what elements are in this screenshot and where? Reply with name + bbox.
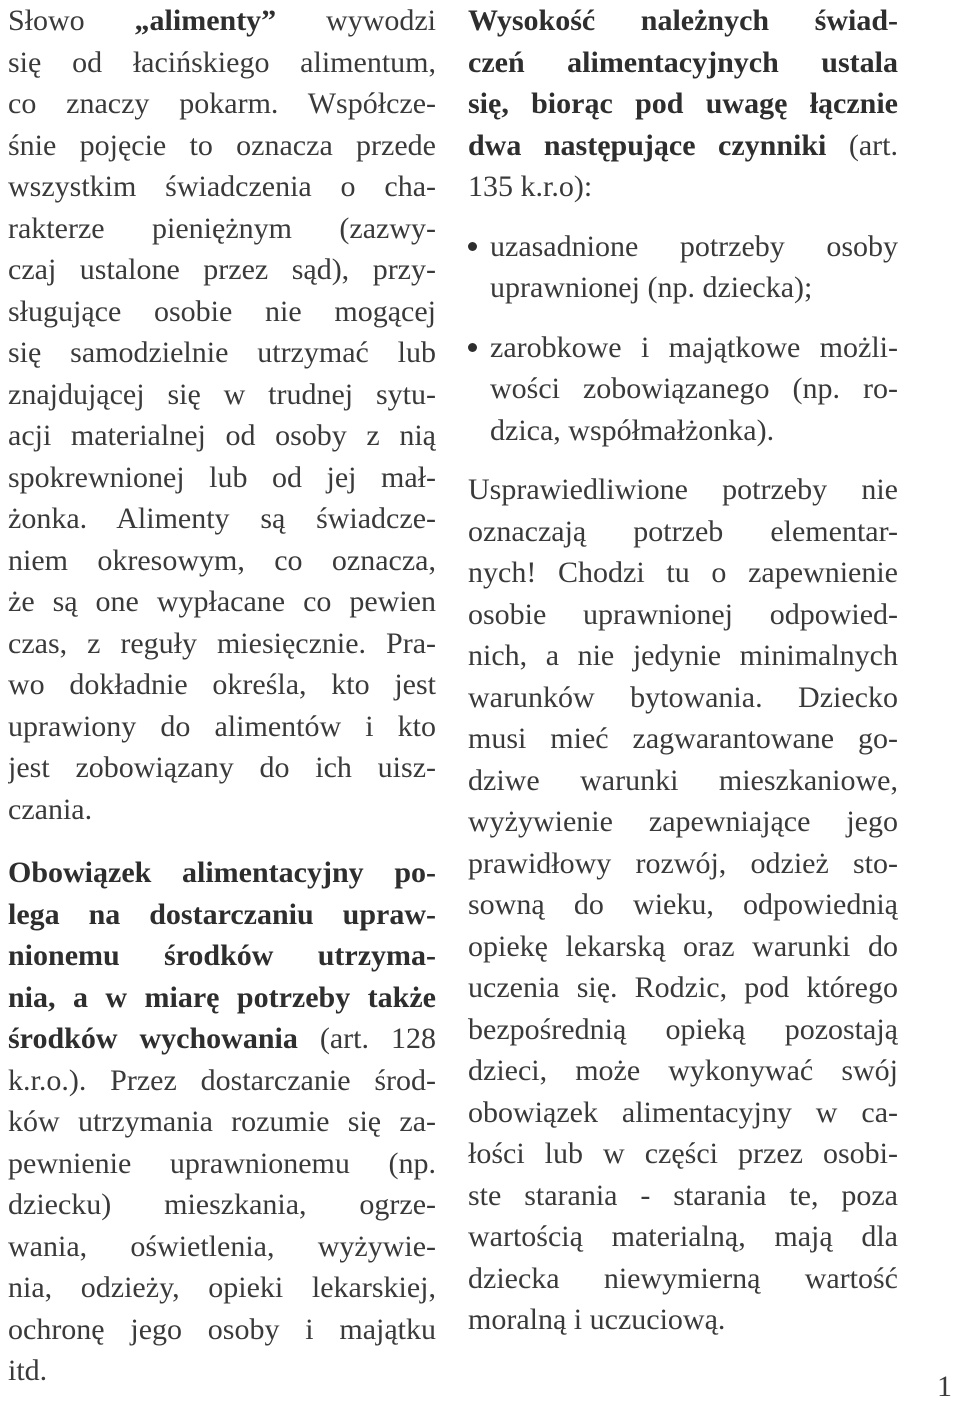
text-line: dwa następujące czynniki (art. xyxy=(468,128,898,162)
bold-line: Wysokość należnych świad- xyxy=(468,4,898,37)
text-line: uczenia się. Rodzic, pod którego xyxy=(468,971,898,1004)
text-line: nych! Chodzi tu o zapewnienie xyxy=(468,556,898,589)
text-line: nich, a nie jedynie minimalnych xyxy=(468,639,898,672)
text-line: się samodzielnie utrzymać lub xyxy=(8,336,436,369)
text-line: moralną i uczuciową. xyxy=(468,1303,726,1336)
text-line: się od łacińskiego alimentum, xyxy=(8,45,436,79)
text-line: ków utrzymania rozumie się za- xyxy=(8,1105,436,1138)
bold-line: Obowiązek alimentacyjny po- xyxy=(8,856,436,889)
text-line: wania, oświetlenia, wyżywie- xyxy=(8,1229,436,1263)
text-line: uprawnionej (np. dziecka); xyxy=(490,271,813,304)
text-line: dziwe warunki mieszkaniowe, xyxy=(468,763,898,797)
text-line: wyżywienie zapewniające jego xyxy=(468,805,898,838)
text-line: uzasadnione potrzeby osoby xyxy=(490,229,898,263)
text-line: czania. xyxy=(8,792,93,826)
text-line: osobie uprawnionej odpowied- xyxy=(468,597,898,631)
text-line: czas, z reguły miesięcznie. Pra- xyxy=(8,626,436,660)
text-line: znajdującej się w trudnej sytu- xyxy=(8,377,436,411)
paragraph-spacer xyxy=(468,208,898,226)
bold-line: nia, a w miarę potrzeby także xyxy=(8,980,436,1014)
text-line: sługujące osobie nie mogącej xyxy=(8,294,436,328)
text-line: wo dokładnie określa, kto jest xyxy=(8,668,436,701)
page-number: 1 xyxy=(937,1370,952,1403)
text-line: żonka. Alimenty są świadcze- xyxy=(8,502,436,535)
bullet-item xyxy=(468,327,898,452)
text-line: rakterze pieniężnym (zazwy- xyxy=(8,211,436,245)
text-line: środków wychowania (art. 128 xyxy=(8,1022,436,1055)
text-line: dzica, współmałżonka). xyxy=(490,413,775,447)
text-line: wości zobowiązanego (np. ro- xyxy=(490,372,898,405)
text-line: sowną do wieku, odpowiednią xyxy=(468,888,898,921)
text-line: Usprawiedliwione potrzeby nie xyxy=(468,473,898,506)
text-line: bezpośrednią opieką pozostają xyxy=(468,1012,898,1046)
text-line: itd. xyxy=(8,1354,48,1387)
paragraph-spacer xyxy=(468,451,898,469)
text-line: jest zobowiązany do ich uisz- xyxy=(8,751,436,784)
paragraph-spacer xyxy=(8,830,436,852)
text-line: śnie pojęcie to oznacza przede xyxy=(8,128,436,162)
right-column xyxy=(468,0,898,1341)
obligation-paragraph xyxy=(8,852,436,1392)
text-line: ochronę jego osoby i majątku xyxy=(8,1312,436,1346)
bullet-icon xyxy=(468,242,477,251)
left-column xyxy=(8,0,436,1392)
text-line: warunków bytowania. Dziecko xyxy=(468,680,898,714)
text-line: Słowo „alimenty” wywodzi xyxy=(8,4,436,37)
text-line: spokrewnionej lub od jej mał- xyxy=(8,460,436,494)
text-line: musi mieć zagwarantowane go- xyxy=(468,722,898,755)
text-line: pewnienie uprawnionemu (np. xyxy=(8,1146,436,1180)
text-line: dzieci, może wykonywać swój xyxy=(468,1054,898,1087)
text-line: ste starania - starania te, poza xyxy=(468,1178,898,1212)
text-line: że są one wypłacane co pewien xyxy=(8,585,436,618)
text-line: czaj ustalone przez sąd), przy- xyxy=(8,253,436,286)
needs-paragraph xyxy=(468,469,898,1341)
text-line: łości lub w części przez osobi- xyxy=(468,1137,898,1170)
bullet-icon xyxy=(468,343,477,352)
text-line: dziecku) mieszkania, ogrze- xyxy=(8,1188,436,1221)
bold-line: czeń alimentacyjnych ustala xyxy=(468,45,898,79)
text-line: k.r.o.). Przez dostarczanie środ- xyxy=(8,1063,436,1097)
text-line: prawidłowy rozwój, odzież sto- xyxy=(468,846,898,880)
text-line: nia, odzieży, opieki lekarskiej, xyxy=(8,1271,436,1304)
amount-paragraph xyxy=(468,0,898,208)
intro-paragraph xyxy=(8,0,436,830)
text-line: obowiązek alimentacyjny w ca- xyxy=(468,1095,898,1129)
text-line: wszystkim świadczenia o cha- xyxy=(8,170,436,203)
text-line: 135 k.r.o): xyxy=(468,170,593,203)
text-line: uprawiony do alimentów i kto xyxy=(8,709,436,743)
term-alimenty: „alimenty” xyxy=(134,4,277,37)
text-line: co znaczy pokarm. Współcze- xyxy=(8,87,436,120)
text-line: wartością materialną, mają dla xyxy=(468,1220,898,1253)
text-line: zarobkowe i majątkowe możli- xyxy=(490,330,898,364)
text-line: niem okresowym, co oznacza, xyxy=(8,543,436,577)
text-line: oznaczają potrzeb elementar- xyxy=(468,514,898,548)
text-line: opiekę lekarską oraz warunki do xyxy=(468,929,898,963)
paragraph-spacer xyxy=(468,309,898,327)
bold-line: się, biorąc pod uwagę łącznie xyxy=(468,87,898,120)
text-line: dziecka niewymierną wartość xyxy=(468,1261,898,1295)
text-line: acji materialnej od osoby z nią xyxy=(8,419,436,452)
bullet-item xyxy=(468,226,898,309)
bold-line: nionemu środków utrzyma- xyxy=(8,939,436,972)
bold-line: lega na dostarczaniu upraw- xyxy=(8,897,436,931)
